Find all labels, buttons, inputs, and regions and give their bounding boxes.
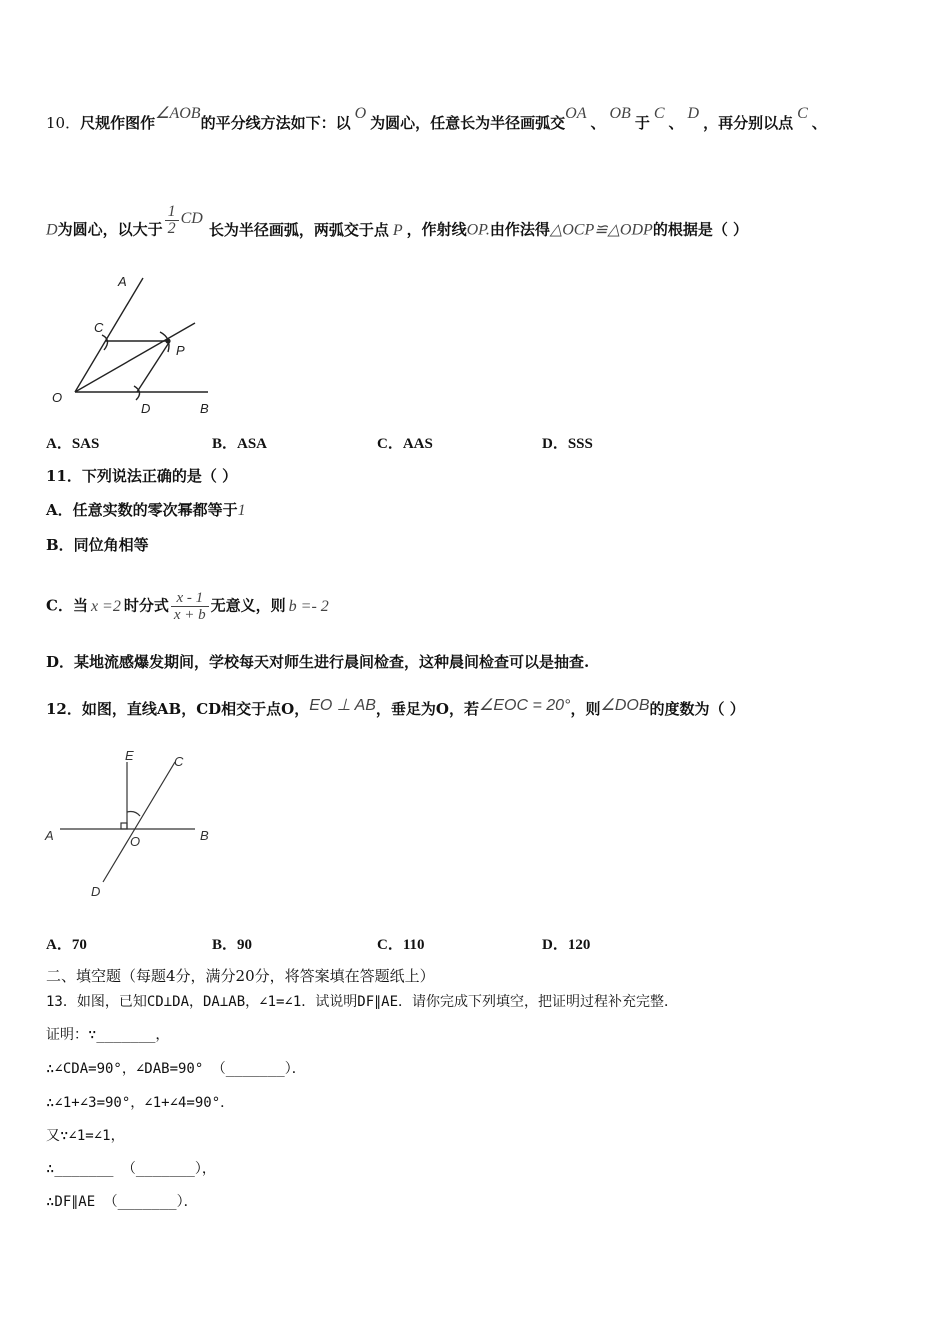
q10-option-d: D．SSS <box>542 436 593 452</box>
segment-dp <box>137 341 170 392</box>
point-p <box>165 338 170 343</box>
label-o: O <box>130 834 141 849</box>
label-a: A <box>45 828 54 843</box>
label-d: D <box>91 884 101 899</box>
q13-line3: ∴∠1+∠3=90°，∠1+∠4=90°． <box>46 1095 235 1111</box>
label-p: P <box>176 343 185 358</box>
label-a: A <box>118 274 127 289</box>
q12-option-b: B．90 <box>212 937 253 953</box>
ray-oa <box>75 278 143 392</box>
q12-option-c: C．110 <box>377 937 425 953</box>
line-cd <box>103 762 175 882</box>
q13-line6: ∴DF∥AE （_______）． <box>46 1194 198 1210</box>
label-d: D <box>141 401 151 416</box>
q10-figure <box>40 268 230 420</box>
q11-option-d: D．某地流感爆发期间，学校每天对师生进行晨间检查，这种晨间检查可以是抽查. <box>46 653 590 671</box>
q10-line2: D为圆心，以大于 $\frac{1}{2}$ CD长为半径画弧，两弧交于点 P ，作射线OP.由作法得△OCP≌△ODP的根据是（ ） <box>46 203 749 239</box>
q11-option-c: C．当 x =2 时分式 $\frac{x - 1}{x + b}$ 无意义，则 b =- 2 <box>46 590 329 623</box>
q10-number: 10． <box>46 114 81 132</box>
label-c: C <box>94 320 104 335</box>
q13-line5: ∴_______ （_______）， <box>46 1161 216 1177</box>
q13-line2: ∴∠CDA=90°，∠DAB=90° （_______）． <box>46 1061 306 1077</box>
q12-stem: 12．如图，直线AB，CD相交于点O，EO ⊥ AB，垂足为O，若∠EOC = 20°，则∠DOB的度数为（ ） <box>46 697 745 718</box>
q12-figure <box>40 742 230 907</box>
q10-option-a: A．SAS <box>46 436 100 452</box>
q11-fraction: $\frac{x - 1}{x + b}$ <box>171 590 209 623</box>
q13-stem: 13．如图，已知CD⊥DA，DA⊥AB，∠1=∠1．试说明DF∥AE．请你完成下列填空，把证明过程补充完整． <box>46 994 679 1010</box>
label-e: E <box>125 748 134 763</box>
q11-option-b: B．同位角相等 <box>46 536 149 554</box>
section-title: 二、填空题（每题4分，满分20分，将答案填在答题纸上） <box>46 967 435 985</box>
q13-line1: 证明：∵_______， <box>46 1027 170 1043</box>
q11-option-a: A．任意实数的零次幂都等于1 <box>46 501 246 519</box>
q10-option-c: C．AAS <box>377 436 433 452</box>
q10-option-b: B．ASA <box>212 436 268 452</box>
q10-fraction: $\frac{1}{2}$ <box>165 204 179 237</box>
label-o: O <box>52 390 63 405</box>
q13-line4: 又∵∠1=∠1， <box>46 1128 125 1144</box>
q12-option-a: A．70 <box>46 937 87 953</box>
label-b: B <box>200 828 209 843</box>
q11-stem: 11．下列说法正确的是（ ） <box>46 467 238 485</box>
angle-arc <box>127 812 140 817</box>
q10-line1: 10．尺规作图作∠AOB的平分线方法如下：以O为圆心，任意长为半径画弧交OA、OB于C、D，再分别以点C、 <box>46 105 827 132</box>
q12-option-d: D．120 <box>542 937 591 953</box>
right-angle-mark <box>121 823 127 829</box>
label-b: B <box>200 401 209 416</box>
label-c: C <box>174 754 184 769</box>
